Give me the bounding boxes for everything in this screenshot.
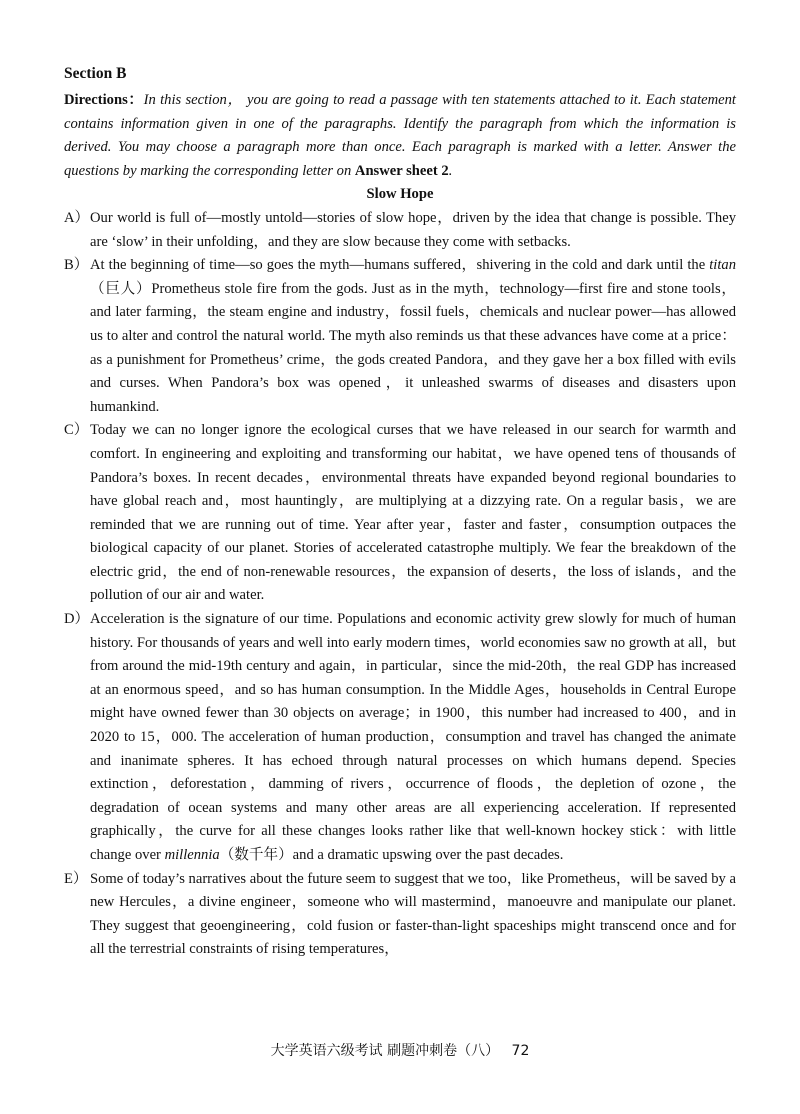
page-number: 72 bbox=[511, 1043, 530, 1059]
passage-title: Slow Hope bbox=[366, 186, 434, 203]
paragraph-b bbox=[64, 254, 736, 419]
paragraph-letter: D） bbox=[64, 611, 90, 628]
document-page bbox=[64, 62, 736, 962]
paragraph-letter: C） bbox=[64, 422, 89, 439]
paragraph-text-continued: （巨人）Prometheus stole fire from the gods. Just as in the myth，technology—first fire and stone tools，and later farming，the steam engine and industry，fossil fuels，chemicals and nuclear power—has allowed us to alter and control the natural world. The myth also reminds us that these advances have come at a price：as a punishment for Prometheus’ crime，the gods created Pandora，and they gave her a box filled with evils and curses. When Pandora’s box was opened，it unleashed swarms of diseases and disasters upon humankind. bbox=[90, 280, 736, 415]
paragraph-text: Some of today’s narratives about the future seem to suggest that we too，like Prometheus，will be saved by a new Hercules，a divine engineer，someone who will mastermind，manoeuvre and manipulate our planet. They suggest that geoengineering，cold fusion or faster-than-light spaceships might transcend once and for all the terrestrial constraints of rising temperatures， bbox=[90, 870, 736, 958]
paragraph-text-continued: （数千年）and a dramatic upswing over the past decades. bbox=[219, 847, 564, 863]
section-title: Section B bbox=[64, 65, 127, 82]
paragraph-italic-term: titan bbox=[709, 257, 736, 274]
paragraph-letter: B） bbox=[64, 257, 89, 274]
paragraph-a bbox=[64, 207, 736, 254]
paragraph-text: Acceleration is the signature of our time. Populations and economic activity grew slowly for much of human history. For thousands of years and well into early modern times，world economies saw no growth at all，but from around the mid-19th century and again，in particular，since the mid-20th，the real GDP has increased at an enormous speed，and so has human consumption. In the Middle Ages，households in Central Europe might have owned fewer than 30 objects on average；in 1900，this number had increased to 400，and in 2020 to 15，000. The acceleration of human production，consumption and travel has changed the animate and inanimate spheres. It has echoed through natural processes on which humans depend. Species extinction，deforestation，damming of rivers，occurrence of floods，the depletion of ozone，the degradation of ocean systems and many other areas are all experiencing acceleration. If represented graphically，the curve for all these changes looks rather like that well-known hockey stick：with little change over bbox=[90, 611, 736, 863]
paragraph-letter: A） bbox=[64, 209, 90, 226]
paragraph-d bbox=[64, 608, 736, 868]
directions-end: . bbox=[448, 162, 453, 179]
page-footer bbox=[0, 1040, 800, 1060]
directions-text: In this section， you are going to read a passage with ten statements attached to it. Each statement contains information given in one of the paragraphs. Identify the paragraph from which the information is derived. You may choose a paragraph more than once. Each paragraph is marked with a letter. Answer the questions by marking the corresponding letter on bbox=[64, 92, 736, 179]
paragraph-e bbox=[64, 868, 736, 962]
directions bbox=[64, 89, 736, 183]
answer-sheet-label: Answer sheet 2 bbox=[354, 162, 449, 179]
paragraph-text: Our world is full of—mostly untold—stories of slow hope，driven by the idea that change is possible. They are ‘slow’ in their unfolding，and they are slow because they come with setbacks. bbox=[90, 209, 736, 250]
paragraph-c bbox=[64, 419, 736, 608]
paragraph-letter: E） bbox=[64, 870, 88, 887]
paragraph-text: Today we can no longer ignore the ecological curses that we have released in our search for warmth and comfort. In engineering and exploiting and transforming our habitat，we have opened tens of thousands of Pandora’s boxes. In recent decades，environmental threats have expanded beyond regional boundaries to have global reach and，most hauntingly，are multiplying at a dizzying rate. On a regular basis，we are reminded that we are running out of time. Year after year，faster and faster，consumption outpaces the biological capacity of our planet. Stories of accelerated catastrophe multiply. We fear the breakdown of the electric grid，the end of non-renewable resources，the expansion of deserts，the loss of islands，and the pollution of our air and water. bbox=[90, 422, 736, 604]
directions-label: Directions： bbox=[64, 92, 144, 108]
footer-title: 大学英语六级考试 刷题冲刺卷（八） bbox=[270, 1043, 500, 1059]
paragraph-text: At the beginning of time—so goes the myth—humans suffered，shivering in the cold and dark until the bbox=[90, 257, 710, 274]
paragraph-italic-term: millennia bbox=[164, 847, 220, 863]
